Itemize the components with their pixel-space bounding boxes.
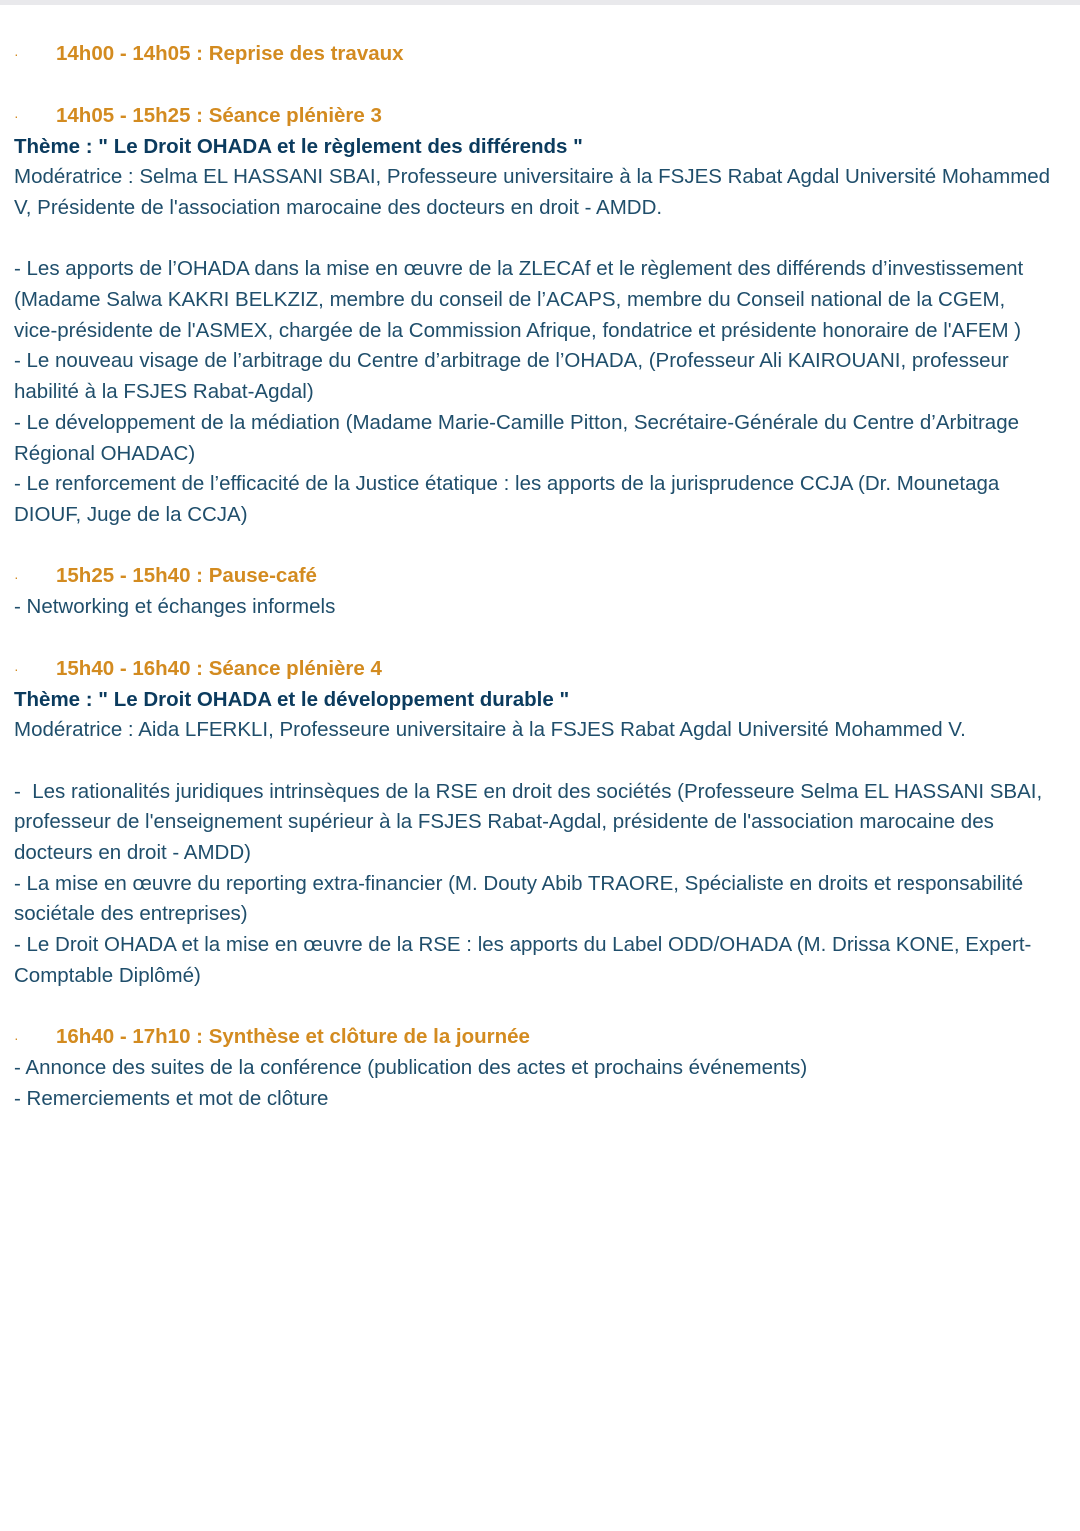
slot-pleniere-3-heading xyxy=(14,101,1054,132)
spacer xyxy=(14,224,1054,255)
spacer xyxy=(14,992,1054,1023)
slot-reprise-title: 14h00 - 14h05 : Reprise des travaux xyxy=(56,42,404,65)
pleniere-4-moderator: Modératrice : Aida LFERKLI, Professeure universitaire à la FSJES Rabat Agdal Université Mohammed V. xyxy=(14,718,966,742)
pleniere-4-talk: - La mise en œuvre du reporting extra-financier (M. Douty Abib TRAORE, Spécialiste en droits et responsabilité sociétale des entreprises) xyxy=(14,871,1029,926)
bullet-glyph: · xyxy=(14,107,19,124)
pleniere-3-talk: - Le nouveau visage de l’arbitrage du Centre d’arbitrage de l’OHADA, (Professeur Ali KAIROUANI, professeur habilité à la FSJES Rabat-Agdal) xyxy=(14,349,1015,404)
pleniere-3-talk: - Les apports de l’OHADA dans la mise en œuvre de la ZLECAf et le règlement des différends d’investissement (Madame Salwa KAKRI BELKZIZ, membre du conseil de l’ACAPS, membre du Conseil national de la CGEM, vice-présidente de l'ASMEX, chargée de la Commission Afrique, fondatrice et présidente honoraire de l'AFEM ) xyxy=(14,257,1029,342)
spacer xyxy=(14,70,1054,101)
bullet-glyph: · xyxy=(14,568,19,585)
spacer xyxy=(14,746,1054,777)
spacer xyxy=(14,531,1054,562)
pleniere-3-talk: - Le développement de la médiation (Madame Marie-Camille Pitton, Secrétaire-Générale du Centre d’Arbitrage Régional OHADAC) xyxy=(14,410,1025,465)
cloture-item: - Annonce des suites de la conférence (publication des actes et prochains événements) xyxy=(14,1056,808,1080)
pause-cafe-item: - Networking et échanges informels xyxy=(14,595,336,619)
slot-pause-cafe-title: 15h25 - 15h40 : Pause-café xyxy=(56,564,317,588)
pleniere-3-moderator: Modératrice : Selma EL HASSANI SBAI, Professeure universitaire à la FSJES Rabat Agdal Université Mohammed V, Présidente de l'association marocaine des docteurs en droit - AMDD. xyxy=(14,165,1056,219)
slot-reprise-heading xyxy=(14,39,1054,70)
pleniere-4-theme: Thème : " Le Droit OHADA et le développement durable " xyxy=(14,687,570,711)
top-divider xyxy=(0,0,1080,5)
bullet-glyph: · xyxy=(14,1029,19,1046)
slot-cloture-title: 16h40 - 17h10 : Synthèse et clôture de la journée xyxy=(56,1025,530,1049)
spacer xyxy=(14,623,1054,654)
program-document xyxy=(14,39,1054,1115)
pleniere-3-talk: - Le renforcement de l’efficacité de la Justice étatique : les apports de la jurisprudence CCJA (Dr. Mounetaga DIOUF, Juge de la CCJA) xyxy=(14,472,1005,526)
bullet-glyph: · xyxy=(14,46,19,63)
cloture-item: - Remerciements et mot de clôture xyxy=(14,1086,329,1110)
slot-pause-cafe-heading xyxy=(14,561,1054,592)
slot-cloture-heading xyxy=(14,1022,1054,1053)
slot-pleniere-4-heading xyxy=(14,654,1054,685)
bullet-glyph: · xyxy=(14,660,19,677)
pleniere-4-talk: - Les rationalités juridiques intrinsèques de la RSE en droit des sociétés (Professeure Selma EL HASSANI SBAI, professeur de l'enseignement supérieur à la FSJES Rabat-Agdal, présidente de l'association marocaine des docteurs en droit - AMDD) xyxy=(14,779,1048,865)
pleniere-3-theme: Thème : " Le Droit OHADA et le règlement des différends " xyxy=(14,134,583,158)
slot-pleniere-3-title: 14h05 - 15h25 : Séance plénière 3 xyxy=(56,103,382,127)
slot-pleniere-4-title: 15h40 - 16h40 : Séance plénière 4 xyxy=(56,656,382,680)
pleniere-4-talk: - Le Droit OHADA et la mise en œuvre de la RSE : les apports du Label ODD/OHADA (M. Drissa KONE, Expert-Comptable Diplômé) xyxy=(14,933,1032,987)
